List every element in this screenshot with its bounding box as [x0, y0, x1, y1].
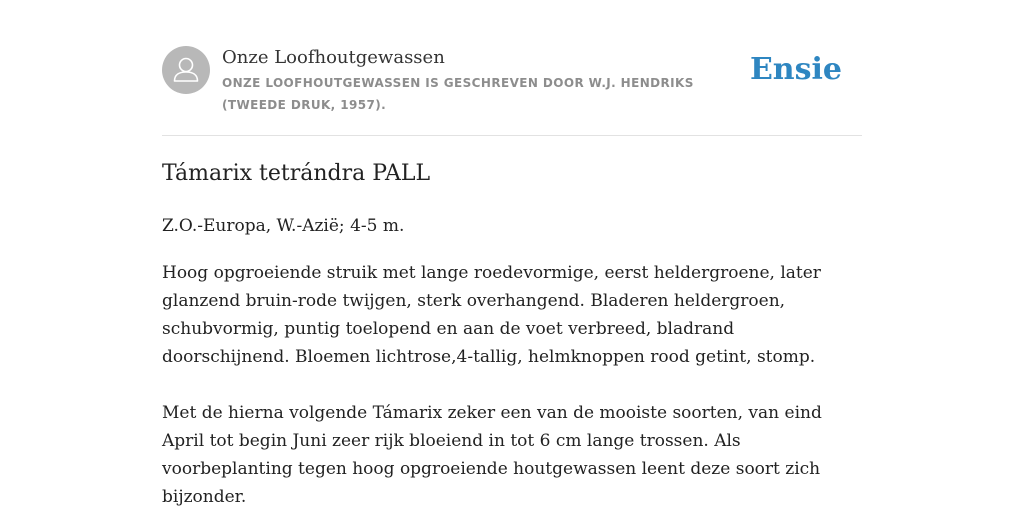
header-divider [162, 135, 862, 136]
source-header [162, 46, 862, 136]
entry-description-paragraph-2: Met de hierna volgende Támarix zeker een van de mooiste soorten, van eind April tot begin Juni zeer rijk bloeiend in tot 6 cm lange trossen. Als voorbeplanting tegen hoog opgroeiende houtgewassen leent deze soort zich bijzonder. [162, 403, 822, 507]
entry-origin: Z.O.-Europa, W.-Azië; 4-5 m. [162, 216, 405, 236]
entry-content [162, 212, 862, 511]
ensie-logo[interactable]: Ensie [749, 52, 842, 87]
entry-description-paragraph-1: Hoog opgroeiende struik met lange roedevormige, eerst heldergroene, later glanzend bruin-rode twijgen, sterk overhangend. Bladeren heldergroen, schubvormig, puntig toelopend en aan de voet verbreed, bladrand doorschijnend. Bloemen lichtrose,4-tallig, helmknoppen rood getint, stomp. [162, 263, 821, 367]
entry-term-title: Támarix tetrándra PALL [162, 161, 431, 186]
paragraph-spacer [162, 371, 862, 399]
book-title[interactable]: Onze Loofhoutgewassen [222, 47, 445, 68]
user-silhouette-icon [162, 46, 210, 94]
book-description: ONZE LOOFHOUTGEWASSEN IS GESCHREVEN DOOR W.J. HENDRIKS (TWEEDE DRUK, 1957). [222, 76, 694, 112]
user-avatar-icon[interactable] [162, 46, 210, 94]
